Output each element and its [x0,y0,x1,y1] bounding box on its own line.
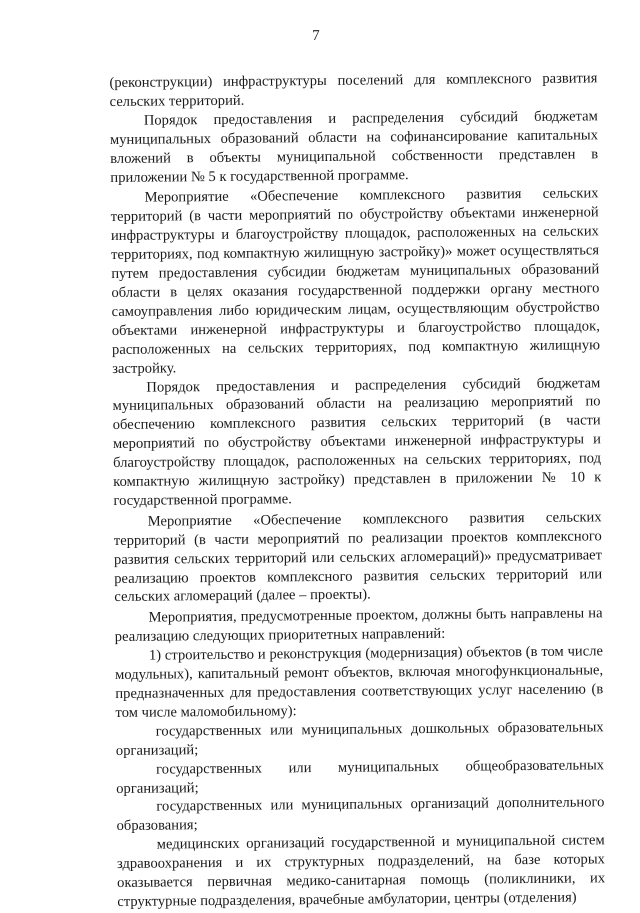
list-item-additional-education: государственных или муниципальных организаций дополнительного образования; [116,794,605,835]
list-item-general-education: государственных или муниципальных общеобразовательных организаций; [116,756,605,797]
paragraph-continuation: (реконструкции) инфраструктуры поселений для комплексного развития сельских территорий. [109,70,598,110]
list-item-medical-organizations: медицинских организаций государственной и муниципальной систем здравоохранения и их структурных подразделений, на базе которых оказывается первичная медико-санитарная помощь (поликлиники, их структурные подразделения, врачебные амбулатории, центры (отделения) [116,832,606,910]
list-item-construction: 1) строительство и реконструкция (модернизация) объектов (в том числе модульных), капитальный ремонт объектов, включая многофункциональные, предназначенных для предоставления соответствующих услуг населению (в том числе маломобильному): [115,643,604,721]
paragraph-subsidy-procedure-capital: Порядок предоставления и распределения субсидий бюджетам муниципальных образований области на софинансирование капитальных вложений в объекты муниципальной собственности представлен в приложении № 5 к государственной программе. [109,108,599,186]
page-number: 7 [312,27,320,45]
paragraph-subsidy-procedure-appendix-10: Порядок предоставления и распределения субсидий бюджетам муниципальных образований области на реализацию мероприятий по обеспечению комплексного развития сельских территорий (в части мероприятий по обустройству объектами инженерной инфраструктуры и благоустройству площадок, расположенных на сельских территориях, под компактную жилищную застройку) представлен в приложении № 10 к государственной программе. [112,374,602,509]
paragraph-measure-engineering-infrastructure: Мероприятие «Обеспечение комплексного развития сельских территорий (в части мероприятий по обустройству объектами инженерной инфраструктуры и благоустройству площадок, расположенных на сельских территориях, под компактную жилищную застройку)» может осуществляться путем предоставления субсидии бюджетам муниципальных образований области в целях оказания государственной поддержки органу местного самоуправления либо юридическим лицам, осуществляющим обустройство объектами инженерной инфраструктуры и благоустройство площадок, расположенных на сельских территориях, под компактную жилищную застройку. [110,185,601,377]
paragraph-priority-directions: Мероприятия, предусмотренные проектом, должны быть направлены на реализацию следующих приоритетных направлений: [114,605,603,646]
document-body [109,69,605,912]
paragraph-measure-rural-projects: Мероприятие «Обеспечение комплексного развития сельских территорий (в части мероприятий по реализации проектов комплексного развития сельских территорий или сельских агломераций)» предусматривает реализацию проектов комплексного развития сельских территорий или сельских агломераций (далее – проекты). [113,509,603,606]
list-item-preschool: государственных или муниципальных дошкольных образовательных организаций; [115,719,604,759]
